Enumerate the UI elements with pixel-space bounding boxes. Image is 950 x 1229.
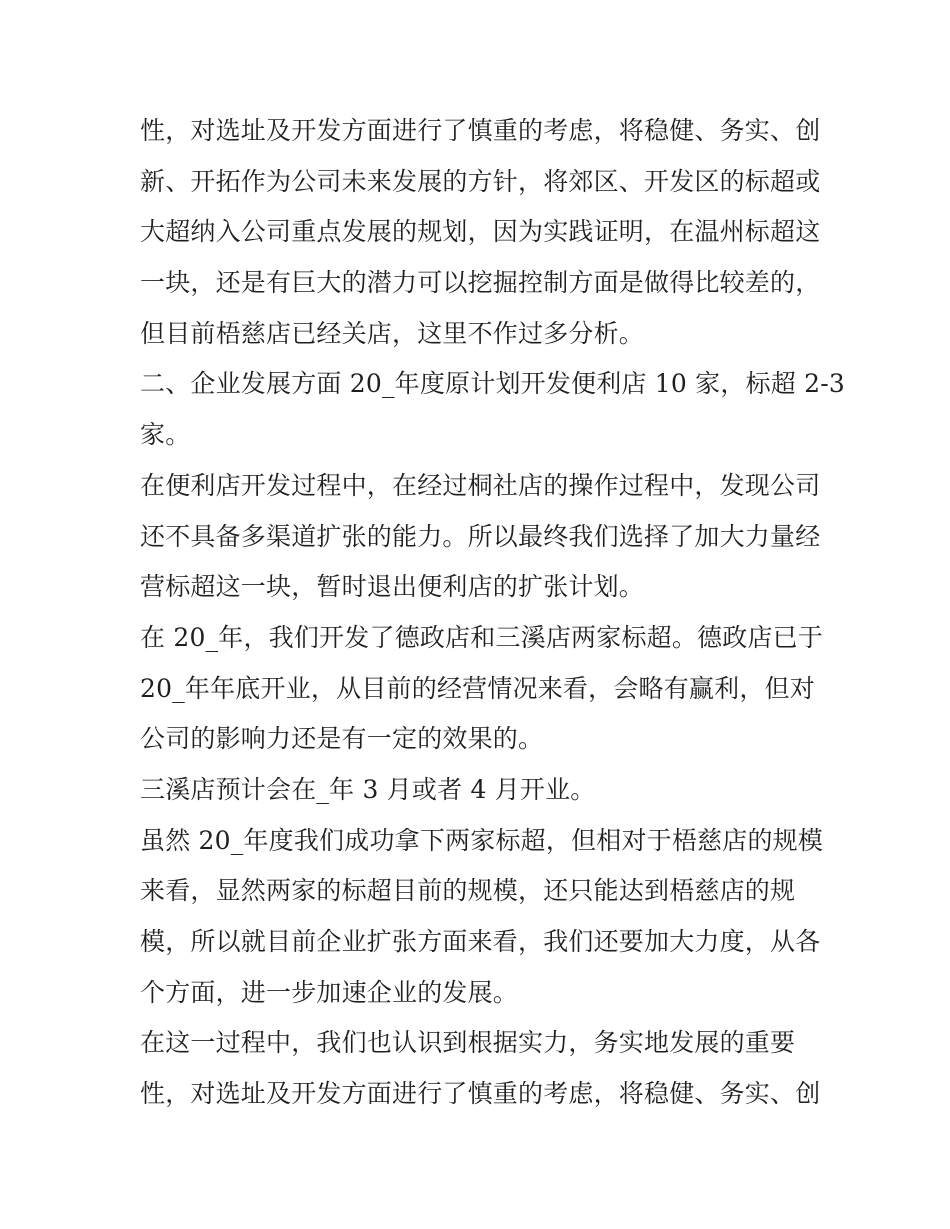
text-line: 二、企业发展方面 20_年度原计划开发便利店 10 家，标超 2-3 bbox=[140, 369, 845, 399]
text-line: 个方面，进一步加速企业的发展。 bbox=[140, 977, 519, 1007]
text-line: 来看，显然两家的标超目前的规模，还只能达到梧慈店的规 bbox=[140, 876, 796, 906]
text-line: 营标超这一块，暂时退出便利店的扩张计划。 bbox=[140, 572, 645, 602]
text-line: 在这一过程中，我们也认识到根据实力，务实地发展的重要 bbox=[140, 1028, 796, 1058]
text-line: 三溪店预计会在_年 3 月或者 4 月开业。 bbox=[140, 774, 596, 804]
text-line: 公司的影响力还是有一定的效果的。 bbox=[140, 724, 544, 754]
text-line: 家。 bbox=[140, 420, 191, 450]
text-line: 但目前梧慈店已经关店，这里不作过多分析。 bbox=[140, 318, 645, 348]
text-line: 性，对选址及开发方面进行了慎重的考虑，将稳健、务实、创 bbox=[140, 1079, 821, 1109]
text-line: 一块，还是有巨大的潜力可以挖掘控制方面是做得比较差的， bbox=[140, 268, 821, 298]
body-text bbox=[140, 106, 845, 1120]
text-line: 新、开拓作为公司未来发展的方针，将郊区、开发区的标超或 bbox=[140, 166, 821, 196]
text-line: 20_年年底开业，从目前的经营情况来看，会略有赢利，但对 bbox=[140, 673, 815, 703]
text-line: 在 20_年，我们开发了德政店和三溪店两家标超。德政店已于 bbox=[140, 622, 824, 652]
text-line: 性，对选址及开发方面进行了慎重的考虑，将稳健、务实、创 bbox=[140, 116, 821, 145]
text-line: 虽然 20_年度我们成功拿下两家标超，但相对于梧慈店的规模 bbox=[140, 825, 824, 855]
text-line: 大超纳入公司重点发展的规划，因为实践证明，在温州标超这 bbox=[140, 217, 821, 247]
text-line: 还不具备多渠道扩张的能力。所以最终我们选择了加大力量经 bbox=[140, 521, 821, 551]
text-line: 在便利店开发过程中，在经过桐社店的操作过程中，发现公司 bbox=[140, 470, 821, 500]
text-line: 模，所以就目前企业扩张方面来看，我们还要加大力度，从各 bbox=[140, 927, 821, 956]
